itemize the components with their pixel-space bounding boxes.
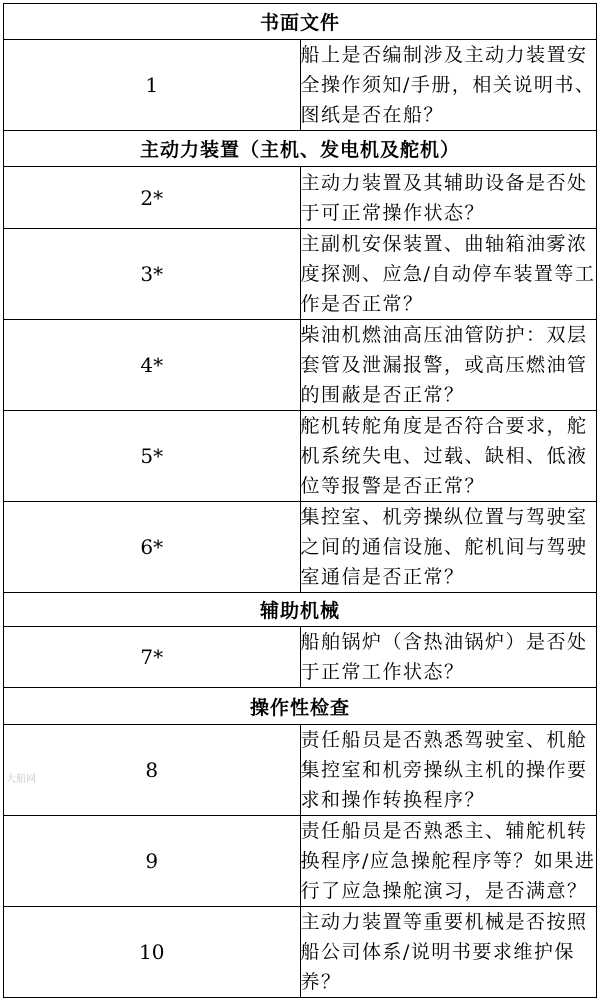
section-title: 书面文件: [4, 4, 597, 40]
item-number: 3*: [4, 229, 301, 320]
table-row: [4, 40, 597, 131]
table-row: [4, 411, 597, 502]
section-row: [4, 593, 597, 627]
inspection-checklist-table: [3, 3, 597, 998]
table-row: [4, 229, 597, 320]
item-text: 主副机安保装置、曲轴箱油雾浓度探测、应急/自动停车装置等工作是否正常？: [300, 229, 597, 320]
item-text: 责任船员是否熟悉驾驶室、机舱集控室和机旁操纵主机的操作要求和操作转换程序？: [300, 725, 597, 816]
table-row: [4, 502, 597, 593]
item-text: 船舶锅炉（含热油锅炉）是否处于正常工作状态？: [300, 627, 597, 688]
item-number: 2*: [4, 167, 301, 229]
section-title: 辅助机械: [4, 593, 597, 627]
item-number: 8: [4, 725, 301, 816]
item-text: 主动力装置及其辅助设备是否处于可正常操作状态？: [300, 167, 597, 229]
item-text: 船上是否编制涉及主动力装置安全操作须知/手册，相关说明书、图纸是否在船？: [300, 40, 597, 131]
item-number: 1: [4, 40, 301, 131]
item-text: 柴油机燃油高压油管防护：双层套管及泄漏报警，或高压燃油管的围蔽是否正常？: [300, 320, 597, 411]
table-row: [4, 816, 597, 907]
table-row: [4, 907, 597, 998]
item-number: 6*: [4, 502, 301, 593]
item-text: 主动力装置等重要机械是否按照船公司体系/说明书要求维护保养？: [300, 907, 597, 998]
item-text: 集控室、机旁操纵位置与驾驶室之间的通信设施、舵机间与驾驶室通信是否正常？: [300, 502, 597, 593]
item-text: 舵机转舵角度是否符合要求，舵机系统失电、过载、缺相、低液位等报警是否正常？: [300, 411, 597, 502]
table-row: [4, 725, 597, 816]
section-row: [4, 131, 597, 167]
table-row: [4, 627, 597, 688]
table-row: [4, 320, 597, 411]
item-number: 10: [4, 907, 301, 998]
item-number: 4*: [4, 320, 301, 411]
item-number: 5*: [4, 411, 301, 502]
watermark: 大船网: [6, 774, 36, 785]
section-title: 主动力装置（主机、发电机及舵机）: [4, 131, 597, 167]
item-text: 责任船员是否熟悉主、辅舵机转换程序/应急操舵程序等？如果进行了应急操舵演习，是否满意？: [300, 816, 597, 907]
item-number: 7*: [4, 627, 301, 688]
table-row: [4, 167, 597, 229]
item-number: 9: [4, 816, 301, 907]
section-row: [4, 688, 597, 725]
section-row: [4, 4, 597, 40]
section-title: 操作性检查: [4, 688, 597, 725]
